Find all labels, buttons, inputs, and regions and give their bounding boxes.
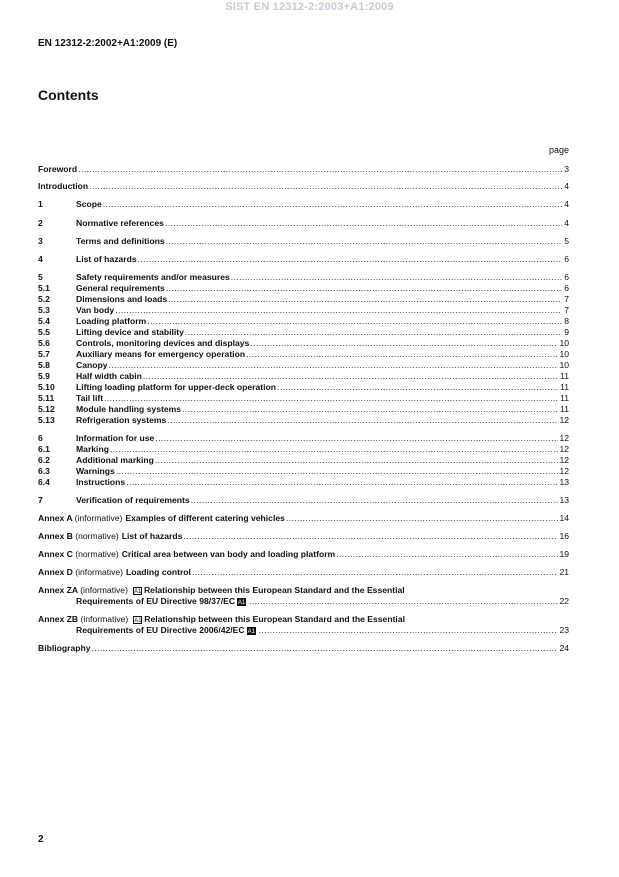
toc-entry-5-13[interactable] <box>38 415 569 426</box>
toc-number: 6.2 <box>38 455 50 465</box>
toc-number: 5.1 <box>38 283 50 293</box>
toc-number: 1 <box>38 199 43 209</box>
toc-title: Terms and definitions <box>76 236 165 246</box>
toc-title: Controls, monitoring devices and displays <box>76 338 250 348</box>
toc-title: Verification of requirements <box>76 495 190 505</box>
toc-page: 12 <box>559 415 569 425</box>
toc-number: 5.5 <box>38 327 50 337</box>
toc-title: Loading platform <box>76 316 147 326</box>
toc-entry-1[interactable] <box>38 199 569 210</box>
toc-entry-4[interactable] <box>38 254 569 265</box>
toc-number: 4 <box>38 254 43 264</box>
toc-title: Requirements of EU Directive 98/37/EC <box>76 596 236 606</box>
toc-entry-annex-za[interactable] <box>38 585 569 596</box>
toc-title: Safety requirements and/or measures <box>76 272 230 282</box>
toc-entry-6-2[interactable] <box>38 455 569 466</box>
annex-label: Annex ZA (informative) <box>38 585 128 595</box>
toc-page: 3 <box>564 164 569 174</box>
toc-title: Loading control <box>126 567 191 577</box>
toc-title: Foreword <box>38 164 78 174</box>
toc-number: 6.3 <box>38 466 50 476</box>
page-column-label: page <box>548 145 569 155</box>
toc-number: 6.1 <box>38 444 50 454</box>
toc-entry-7[interactable] <box>38 495 569 506</box>
toc-title: Relationship between this European Standard and the Essential <box>144 614 405 624</box>
toc-page: 13 <box>559 495 569 505</box>
toc-title: General requirements <box>76 283 165 293</box>
toc-page: 6 <box>564 283 569 293</box>
toc-entry-5-6[interactable] <box>38 338 569 349</box>
toc-page: 8 <box>564 316 569 326</box>
toc-title: Tail lift <box>76 393 104 403</box>
toc-title: Additional marking <box>76 455 154 465</box>
amendment-end-icon: A1 <box>247 629 255 635</box>
amendment-start-icon: A1 <box>133 589 142 595</box>
toc-page: 12 <box>559 466 569 476</box>
toc-entry-5-10[interactable] <box>38 382 569 393</box>
toc-entry-annex-b[interactable] <box>38 531 569 542</box>
toc-page: 10 <box>559 338 569 348</box>
toc-number: 5.2 <box>38 294 50 304</box>
toc-title: Requirements of EU Directive 2006/42/EC <box>76 625 245 635</box>
toc-page: 5 <box>564 236 569 246</box>
toc-page: 14 <box>559 513 569 523</box>
toc-number: 6.4 <box>38 477 50 487</box>
toc-page: 23 <box>559 625 569 635</box>
toc-title: Introduction <box>38 181 89 191</box>
toc-entry-2[interactable] <box>38 218 569 229</box>
annex-label: Annex C (normative) <box>38 549 119 559</box>
toc-entry-annex-c[interactable] <box>38 549 569 560</box>
toc-entry-5-1[interactable] <box>38 283 569 294</box>
toc-title: Van body <box>76 305 115 315</box>
toc-number: 3 <box>38 236 43 246</box>
toc-number: 5.13 <box>38 415 55 425</box>
toc-number: 5.7 <box>38 349 50 359</box>
toc-number: 6 <box>38 433 43 443</box>
toc-entry-bibliography[interactable] <box>38 643 569 654</box>
toc-entry-6-1[interactable] <box>38 444 569 455</box>
toc-page: 16 <box>559 531 569 541</box>
toc-title: Relationship between this European Standard and the Essential <box>143 585 405 595</box>
toc-entry-5-2[interactable] <box>38 294 569 305</box>
toc-title: Information for use <box>76 433 155 443</box>
toc-title: Examples of different catering vehicles <box>125 513 285 523</box>
toc-page: 6 <box>564 272 569 282</box>
toc-page: 19 <box>559 549 569 559</box>
toc-title: Refrigeration systems <box>76 415 167 425</box>
annex-label: Annex A (informative) <box>38 513 123 523</box>
annex-label: Annex ZB (informative) <box>38 614 129 624</box>
toc-entry-5-12[interactable] <box>38 404 569 415</box>
toc-number: 5.3 <box>38 305 50 315</box>
toc-page: 11 <box>560 382 569 392</box>
toc-entry-introduction[interactable] <box>38 181 569 192</box>
toc-page: 11 <box>560 404 569 414</box>
toc-title: Half width cabin <box>76 371 142 381</box>
toc-number: 5.11 <box>38 393 55 403</box>
toc-page: 24 <box>559 643 569 653</box>
toc-number: 7 <box>38 495 43 505</box>
toc-title: Lifting device and stability <box>76 327 184 337</box>
toc-title: Scope <box>76 199 102 209</box>
toc-page: 12 <box>559 444 569 454</box>
toc-number: 5.10 <box>38 382 55 392</box>
amendment-end-icon: A1 <box>238 600 246 606</box>
toc-page: 21 <box>559 567 569 577</box>
toc-page: 10 <box>559 360 569 370</box>
toc-number: 5 <box>38 272 43 282</box>
toc-title: Auxiliary means for emergency operation <box>76 349 246 359</box>
annex-label: Annex B (normative) <box>38 531 119 541</box>
toc-entry-foreword[interactable] <box>38 164 569 175</box>
toc-page: 7 <box>564 294 569 304</box>
toc-entry-6-3[interactable] <box>38 466 569 477</box>
document-id: EN 12312-2:2002+A1:2009 (E) <box>38 38 178 49</box>
toc-page: 22 <box>559 596 569 606</box>
toc-page: 10 <box>559 349 569 359</box>
toc-entry-annex-zb-cont[interactable] <box>38 625 569 636</box>
toc-entry-5-5[interactable] <box>38 327 569 338</box>
toc-entry-6-4[interactable] <box>38 477 569 488</box>
toc-page: 4 <box>564 218 569 228</box>
toc-title: Marking <box>76 444 109 454</box>
toc-title: Critical area between van body and loading platform <box>121 549 336 559</box>
toc-entry-3[interactable] <box>38 236 569 247</box>
watermark: SIST EN 12312-2:2003+A1:2009 <box>225 1 394 13</box>
toc-number: 2 <box>38 218 43 228</box>
toc-entry-annex-a[interactable] <box>38 513 569 524</box>
toc-entry-annex-zb[interactable] <box>38 614 569 625</box>
toc-title: Module handling systems <box>76 404 182 414</box>
toc-title: Bibliography <box>38 643 91 653</box>
toc-page: 6 <box>564 254 569 264</box>
toc-page: 4 <box>564 181 569 191</box>
toc-page: 4 <box>564 199 569 209</box>
toc-title: Lifting loading platform for upper-deck operation <box>76 382 277 392</box>
toc-entry-5-8[interactable] <box>38 360 569 371</box>
toc-title: Warnings <box>76 466 115 476</box>
toc-page: 12 <box>559 455 569 465</box>
toc-title: Dimensions and loads <box>76 294 168 304</box>
toc-number: 5.8 <box>38 360 50 370</box>
toc-entry-5-9[interactable] <box>38 371 569 382</box>
toc-page: 12 <box>559 433 569 443</box>
toc-title: Instructions <box>76 477 126 487</box>
toc-title: Canopy <box>76 360 108 370</box>
page-number: 2 <box>38 834 44 845</box>
toc-entry-5-7[interactable] <box>38 349 569 360</box>
contents-title: Contents <box>38 87 99 103</box>
toc-title: List of hazards <box>76 254 137 264</box>
toc-title: Normative references <box>76 218 164 228</box>
toc-entry-annex-za-cont[interactable] <box>38 596 569 607</box>
toc-number: 5.12 <box>38 404 55 414</box>
toc-entry-6[interactable] <box>38 433 569 444</box>
toc-page: 9 <box>564 327 569 337</box>
toc-number: 5.4 <box>38 316 50 326</box>
toc-page: 7 <box>564 305 569 315</box>
toc-number: 5.9 <box>38 371 50 381</box>
amendment-start-icon: A1 <box>134 618 142 624</box>
toc-entry-5-11[interactable] <box>38 393 569 404</box>
toc-entry-5-4[interactable] <box>38 316 569 327</box>
toc-page: 11 <box>560 393 569 403</box>
toc-page: 13 <box>559 477 569 487</box>
toc-entry-5[interactable] <box>38 272 569 283</box>
toc-number: 5.6 <box>38 338 50 348</box>
toc-title: List of hazards <box>121 531 183 541</box>
toc-entry-5-3[interactable] <box>38 305 569 316</box>
toc-entry-annex-d[interactable] <box>38 567 569 578</box>
toc-page: 11 <box>560 371 569 381</box>
annex-label: Annex D (informative) <box>38 567 124 577</box>
